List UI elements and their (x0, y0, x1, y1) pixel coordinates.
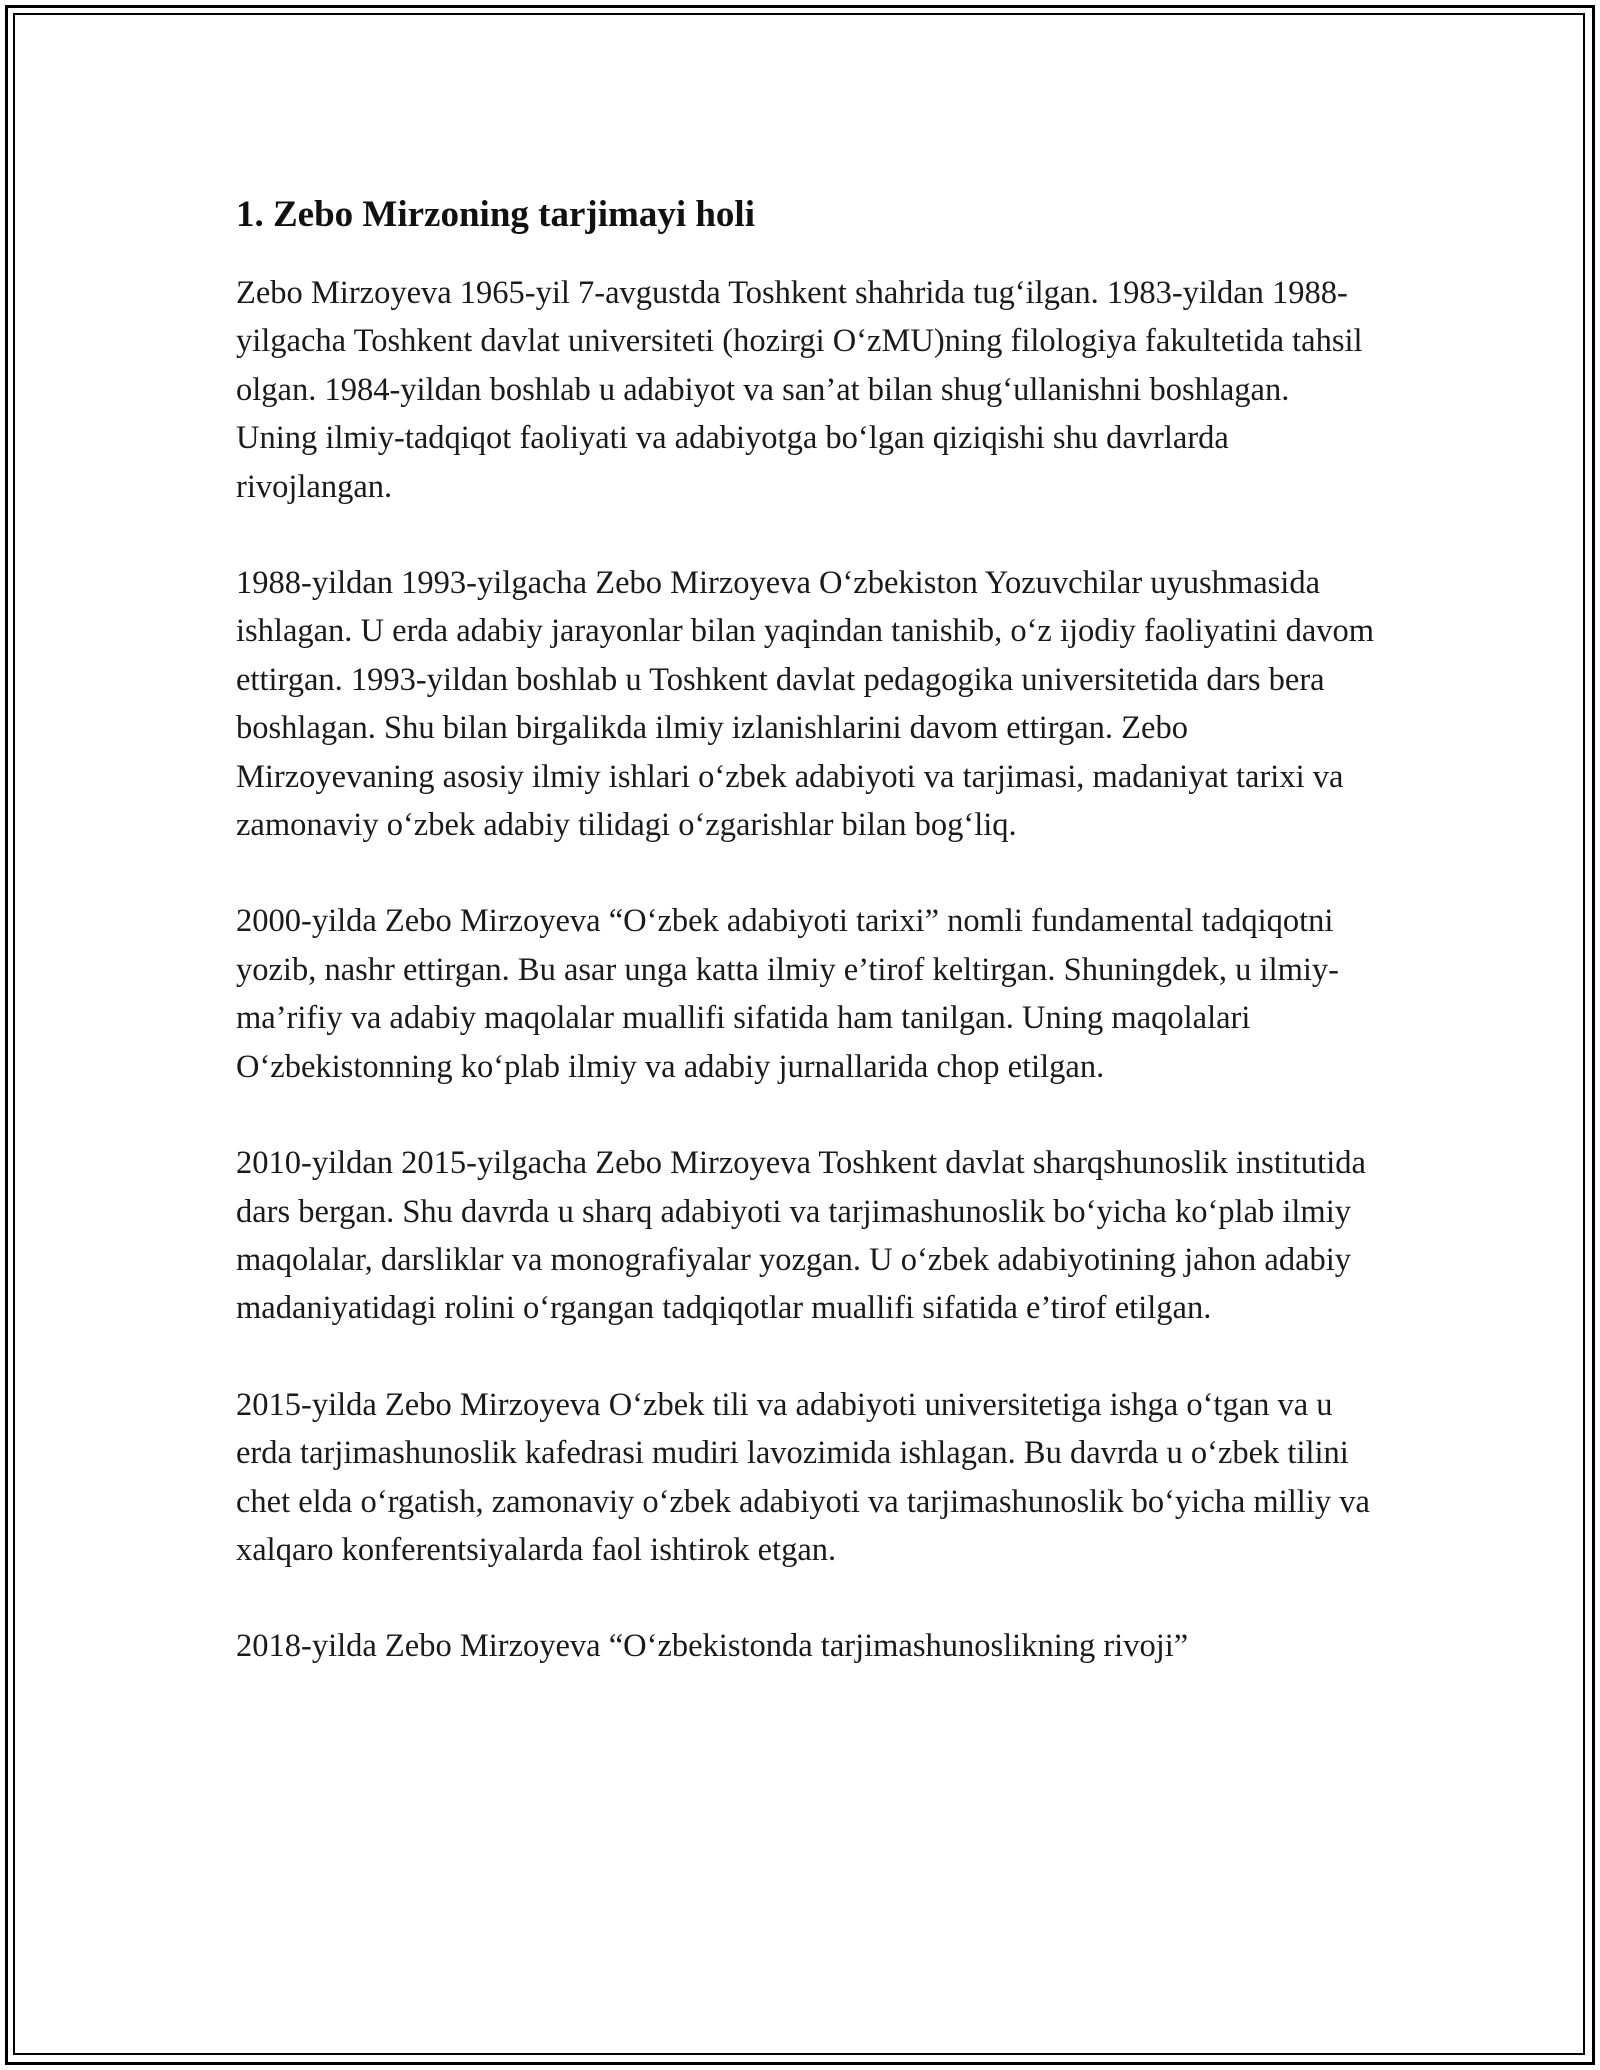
paragraph-early-life: Zebo Mirzoyeva 1965-yil 7-avgustda Toshkent shahrida tug‘ilgan. 1983-yildan 1988-yilgacha Toshkent davlat universiteti (hozirgi O‘zMU)ning filologiya fakultetida tahsil olgan. 1984-yildan boshlab u adabiyot va san’at bilan shug‘ullanishni boshlagan. Uning ilmiy-tadqiqot faoliyati va adabiyotga bo‘lgan qiziqishi shu davrlarda rivojlangan. (236, 275, 1363, 505)
document-body (236, 185, 1376, 1719)
section-heading: 1. Zebo Mirzoning tarjimayi holi (236, 194, 755, 235)
paragraph-literary-history: 2000-yilda Zebo Mirzoyeva “O‘zbek adabiyoti tarixi” nomli fundamental tadqiqotni yozib, nashr ettirgan. Bu asar unga katta ilmiy e’tirof keltirgan. Shuningdek, u ilmiy-ma’rifiy va adabiy maqolalar muallifi sifatida ham tanilgan. Uning maqolalari O‘zbekistonning ko‘plab ilmiy va adabiy jurnallarida chop etilgan. (236, 903, 1339, 1085)
paragraph-university-work: 2015-yilda Zebo Mirzoyeva O‘zbek tili va adabiyoti universitetiga ishga o‘tgan va u erda tarjimashunoslik kafedrasi mudiri lavozimida ishlagan. Bu davrda u o‘zbek tilini chet elda o‘rgatish, zamonaviy o‘zbek adabiyoti va tarjimashunoslik bo‘yicha milliy va xalqaro konferentsiyalarda faol ishtirok etgan. (236, 1386, 1370, 1568)
paragraph-writers-union: 1988-yildan 1993-yilgacha Zebo Mirzoyeva O‘zbekiston Yozuvchilar uyushmasida ishlagan. U erda adabiy jarayonlar bilan yaqindan tanishib, o‘z ijodiy faoliyatini davom ettirgan. 1993-yildan boshlab u Toshkent davlat pedagogika universitetida dars bera boshlagan. Shu bilan birgalikda ilmiy izlanishlarini davom ettirgan. Zebo Mirzoyevaning asosiy ilmiy ishlari o‘zbek adabiyoti va tarjimasi, madaniyat tarixi va zamonaviy o‘zbek adabiy tilidagi o‘zgarishlar bilan bog‘liq. (236, 565, 1375, 844)
paragraph-oriental-institute: 2010-yildan 2015-yilgacha Zebo Mirzoyeva Toshkent davlat sharqshunoslik institutida dars bergan. Shu davrda u sharq adabiyoti va tarjimashunoslik bo‘yicha ko‘plab ilmiy maqolalar, darsliklar va monografiyalar yozgan. U o‘zbek adabiyotining jahon adabiy madaniyatidagi rolini o‘rgangan tadqiqotlar muallifi sifatida e’tirof etilgan. (236, 1145, 1366, 1327)
paragraph-translation-study: 2018-yilda Zebo Mirzoyeva “O‘zbekistonda tarjimashunoslikning rivoji” (236, 1628, 1189, 1665)
